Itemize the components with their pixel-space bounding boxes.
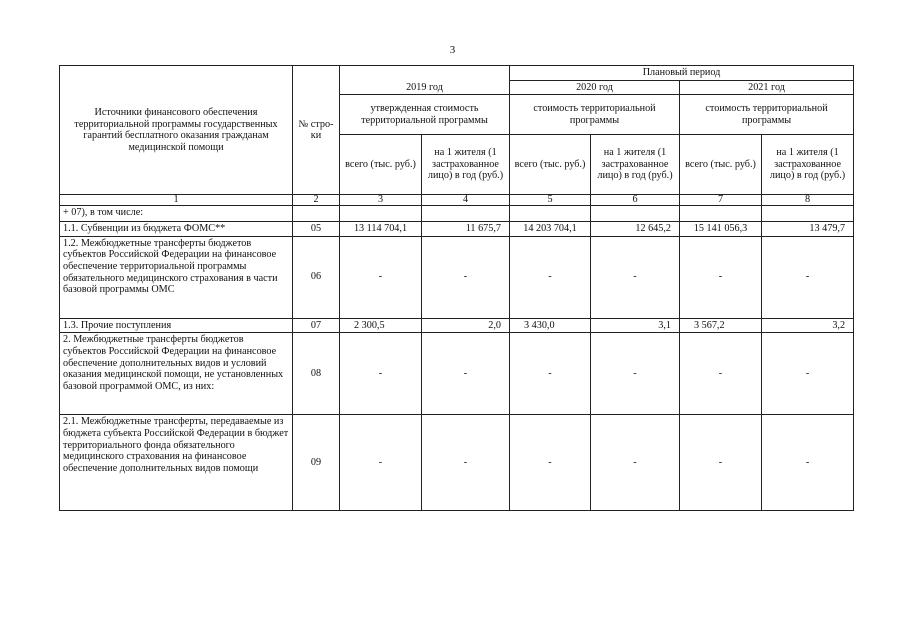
- source-cell: + 07), в том числе:: [60, 206, 293, 222]
- value-cell: -: [591, 236, 680, 318]
- table-row: [60, 415, 854, 511]
- source-cell: 1.1. Субвенции из бюджета ФОМС**: [60, 222, 293, 237]
- per-capita-2019-header: на 1 жителя (1 застрахованное лицо) в год (руб.): [422, 135, 510, 195]
- total-2019-header: всего (тыс. руб.): [340, 135, 422, 195]
- financing-sources-table: [59, 65, 854, 511]
- total-2020-header: всего (тыс. руб.): [510, 135, 591, 195]
- source-cell: 2. Межбюджетные трансферты бюджетов субъектов Российской Федерации на финансовое обеспечение дополнительных видов и условий оказания медицинской помощи, не установленных базовой программой ОМС, из них:: [60, 333, 293, 415]
- column-number: 2: [293, 195, 340, 206]
- page-number: 3: [449, 44, 456, 56]
- table-row: [60, 206, 854, 222]
- value-cell: -: [422, 236, 510, 318]
- planned-period-header: Плановый период: [510, 66, 854, 81]
- value-cell: 13 114 704,1: [340, 222, 422, 237]
- value-cell: -: [680, 333, 762, 415]
- value-cell: -: [680, 236, 762, 318]
- value-cell: -: [422, 415, 510, 511]
- year-2020-header: 2020 год: [510, 80, 680, 95]
- value-cell: -: [510, 236, 591, 318]
- value-cell: [422, 206, 510, 222]
- value-cell: [510, 206, 591, 222]
- value-cell: 2,0: [422, 318, 510, 333]
- value-cell: 11 675,7: [422, 222, 510, 237]
- per-capita-2021-header: на 1 жителя (1 застрахованное лицо) в год (руб.): [762, 135, 854, 195]
- value-cell: [762, 206, 854, 222]
- column-number: 4: [422, 195, 510, 206]
- code-cell: [293, 206, 340, 222]
- year-2019-header: 2019 год: [340, 66, 510, 95]
- per-capita-2020-header: на 1 жителя (1 застрахованное лицо) в год (руб.): [591, 135, 680, 195]
- value-cell: -: [680, 415, 762, 511]
- value-cell: -: [762, 236, 854, 318]
- value-cell: 12 645,2: [591, 222, 680, 237]
- value-cell: -: [510, 333, 591, 415]
- column-number: 6: [591, 195, 680, 206]
- source-cell: 1.2. Межбюджетные трансферты бюджетов субъектов Российской Федерации на финансовое обеспечение территориальной программы обязательного медицинского страхования в части базовой программы ОМС: [60, 236, 293, 318]
- code-cell: 08: [293, 333, 340, 415]
- cost-2021-header: стоимость территориальной программы: [680, 95, 854, 135]
- column-number: 1: [60, 195, 293, 206]
- value-cell: -: [340, 236, 422, 318]
- sources-header: Источники финансового обеспечения территориальной программы государственных гарантий бесплатного оказания гражданам медицинской помощи: [60, 66, 293, 195]
- code-cell: 06: [293, 236, 340, 318]
- value-cell: 2 300,5: [340, 318, 422, 333]
- value-cell: -: [591, 415, 680, 511]
- year-2021-header: 2021 год: [680, 80, 854, 95]
- value-cell: -: [762, 333, 854, 415]
- value-cell: 3 430,0: [510, 318, 591, 333]
- value-cell: 13 479,7: [762, 222, 854, 237]
- value-cell: -: [591, 333, 680, 415]
- value-cell: -: [340, 415, 422, 511]
- column-number: 3: [340, 195, 422, 206]
- value-cell: -: [510, 415, 591, 511]
- value-cell: 3,2: [762, 318, 854, 333]
- value-cell: -: [762, 415, 854, 511]
- code-cell: 09: [293, 415, 340, 511]
- table-row: [60, 333, 854, 415]
- table-row: [60, 318, 854, 333]
- value-cell: 3,1: [591, 318, 680, 333]
- value-cell: -: [422, 333, 510, 415]
- cost-2020-header: стоимость территориальной программы: [510, 95, 680, 135]
- value-cell: [340, 206, 422, 222]
- cost-2019-header: утвержденная стоимость территориальной программы: [340, 95, 510, 135]
- value-cell: 14 203 704,1: [510, 222, 591, 237]
- table-row: [60, 236, 854, 318]
- value-cell: 15 141 056,3: [680, 222, 762, 237]
- column-number: 7: [680, 195, 762, 206]
- code-cell: 05: [293, 222, 340, 237]
- table-row: [60, 222, 854, 237]
- column-number: 5: [510, 195, 591, 206]
- value-cell: -: [340, 333, 422, 415]
- source-cell: 1.3. Прочие поступления: [60, 318, 293, 333]
- column-number: 8: [762, 195, 854, 206]
- value-cell: [591, 206, 680, 222]
- row-number-header: № стро-ки: [293, 66, 340, 195]
- total-2021-header: всего (тыс. руб.): [680, 135, 762, 195]
- value-cell: [680, 206, 762, 222]
- source-cell: 2.1. Межбюджетные трансферты, передаваемые из бюджета субъекта Российской Федерации в бюджет территориального фонда обязательного медицинского страхования на финансовое обеспечение дополнительных видов помощи: [60, 415, 293, 511]
- code-cell: 07: [293, 318, 340, 333]
- value-cell: 3 567,2: [680, 318, 762, 333]
